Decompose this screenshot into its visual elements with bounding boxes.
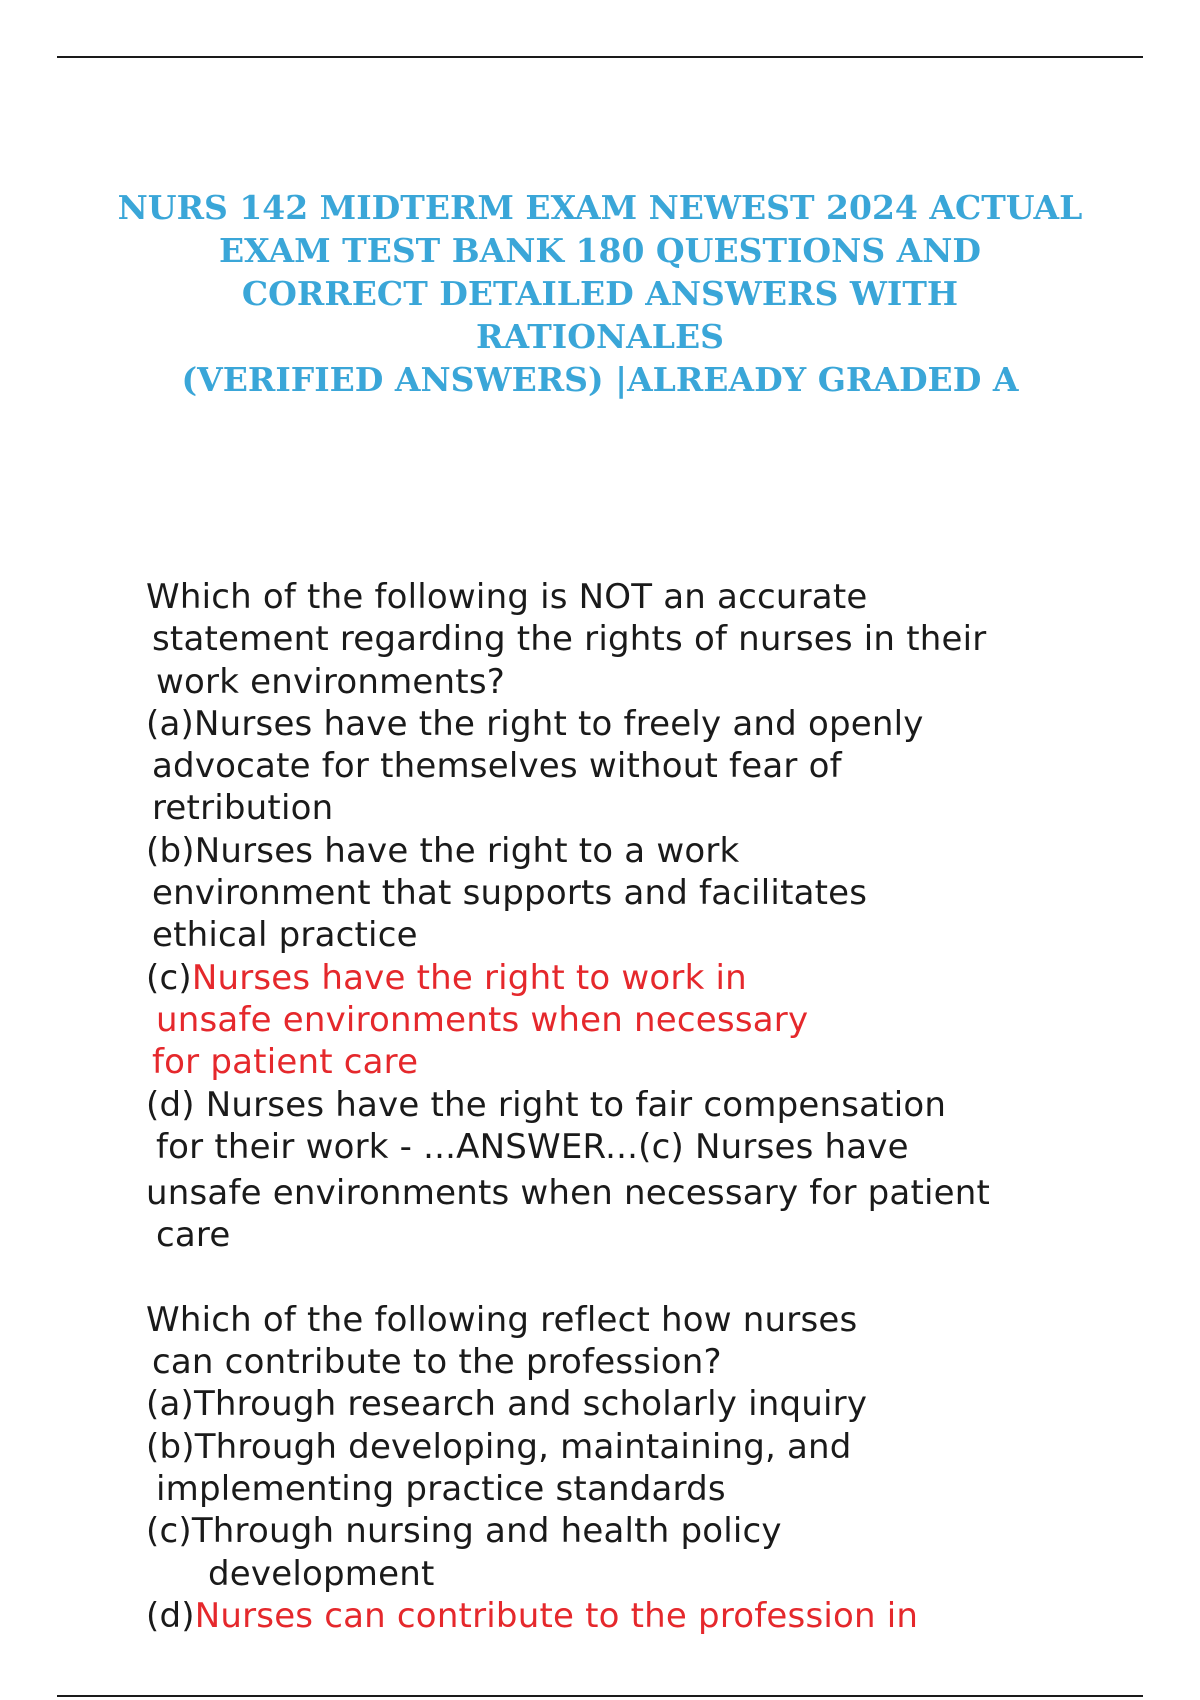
- option-text: advocate for themselves without fear of: [152, 746, 842, 787]
- option-d: [146, 1084, 1076, 1126]
- option-label: (c): [146, 957, 192, 998]
- question-stem: statement regarding the rights of nurses in their: [152, 619, 987, 660]
- option-text: development: [208, 1553, 435, 1594]
- correct-answer-text: unsafe environments when necessary: [156, 999, 809, 1040]
- spacer: [146, 1257, 1076, 1299]
- option-label: (a): [146, 703, 194, 744]
- option-label: (a): [146, 1384, 194, 1425]
- option-label: (b): [146, 1426, 195, 1467]
- option-a: [146, 703, 1076, 745]
- option-c: [146, 1510, 1076, 1552]
- question-stem: Which of the following reflect how nurses: [146, 1299, 858, 1340]
- question-stem: work environments?: [156, 661, 505, 702]
- correct-answer-text: Nurses have the right to work in: [191, 957, 747, 998]
- correct-answer-text: Nurses can contribute to the profession in: [194, 1595, 919, 1636]
- title-line: CORRECT DETAILED ANSWERS WITH: [241, 274, 959, 313]
- option-text: Nurses have the right to fair compensation: [205, 1084, 947, 1125]
- option-d-correct: [146, 1595, 1076, 1637]
- option-text: Nurses have the right to freely and openly: [193, 703, 924, 744]
- option-text: Nurses have the right to a work: [194, 830, 740, 871]
- option-c-correct: [146, 957, 1076, 999]
- option-a: [146, 1383, 1076, 1425]
- option-b: [146, 830, 1076, 872]
- option-text: Through nursing and health policy: [191, 1511, 782, 1552]
- option-text: for their work - ...ANSWER...(c) Nurses have: [156, 1126, 909, 1167]
- option-b: [146, 1426, 1076, 1468]
- question-stem: can contribute to the profession?: [152, 1342, 722, 1383]
- top-rule: [57, 56, 1143, 58]
- option-text: implementing practice standards: [156, 1468, 726, 1509]
- answer-text: care: [156, 1215, 231, 1256]
- option-text: Through research and scholarly inquiry: [193, 1384, 868, 1425]
- title-line: EXAM TEST BANK 180 QUESTIONS AND: [218, 231, 982, 270]
- question-1: [146, 576, 1076, 1257]
- document-body: [146, 576, 1076, 1637]
- question-stem: Which of the following is NOT an accurate: [146, 577, 868, 617]
- question-2: [146, 1299, 1076, 1637]
- option-label: (d): [146, 1084, 195, 1125]
- title-line: NURS 142 MIDTERM EXAM NEWEST 2024 ACTUAL: [117, 188, 1083, 227]
- option-label: (c): [146, 1511, 192, 1552]
- option-text: environment that supports and facilitates: [152, 873, 868, 914]
- answer-text: unsafe environments when necessary for patient: [146, 1173, 991, 1214]
- correct-answer-text: for patient care: [152, 1042, 419, 1083]
- option-label: (d): [146, 1595, 195, 1636]
- option-text: Through developing, maintaining, and: [194, 1426, 852, 1467]
- title-line: RATIONALES: [476, 317, 724, 356]
- bottom-rule: [57, 1695, 1143, 1697]
- title-line: (VERIFIED ANSWERS) |ALREADY GRADED A: [181, 360, 1019, 399]
- option-label: (b): [146, 830, 195, 871]
- option-text: ethical practice: [152, 915, 418, 956]
- option-text: retribution: [152, 788, 334, 829]
- document-title: [100, 186, 1100, 401]
